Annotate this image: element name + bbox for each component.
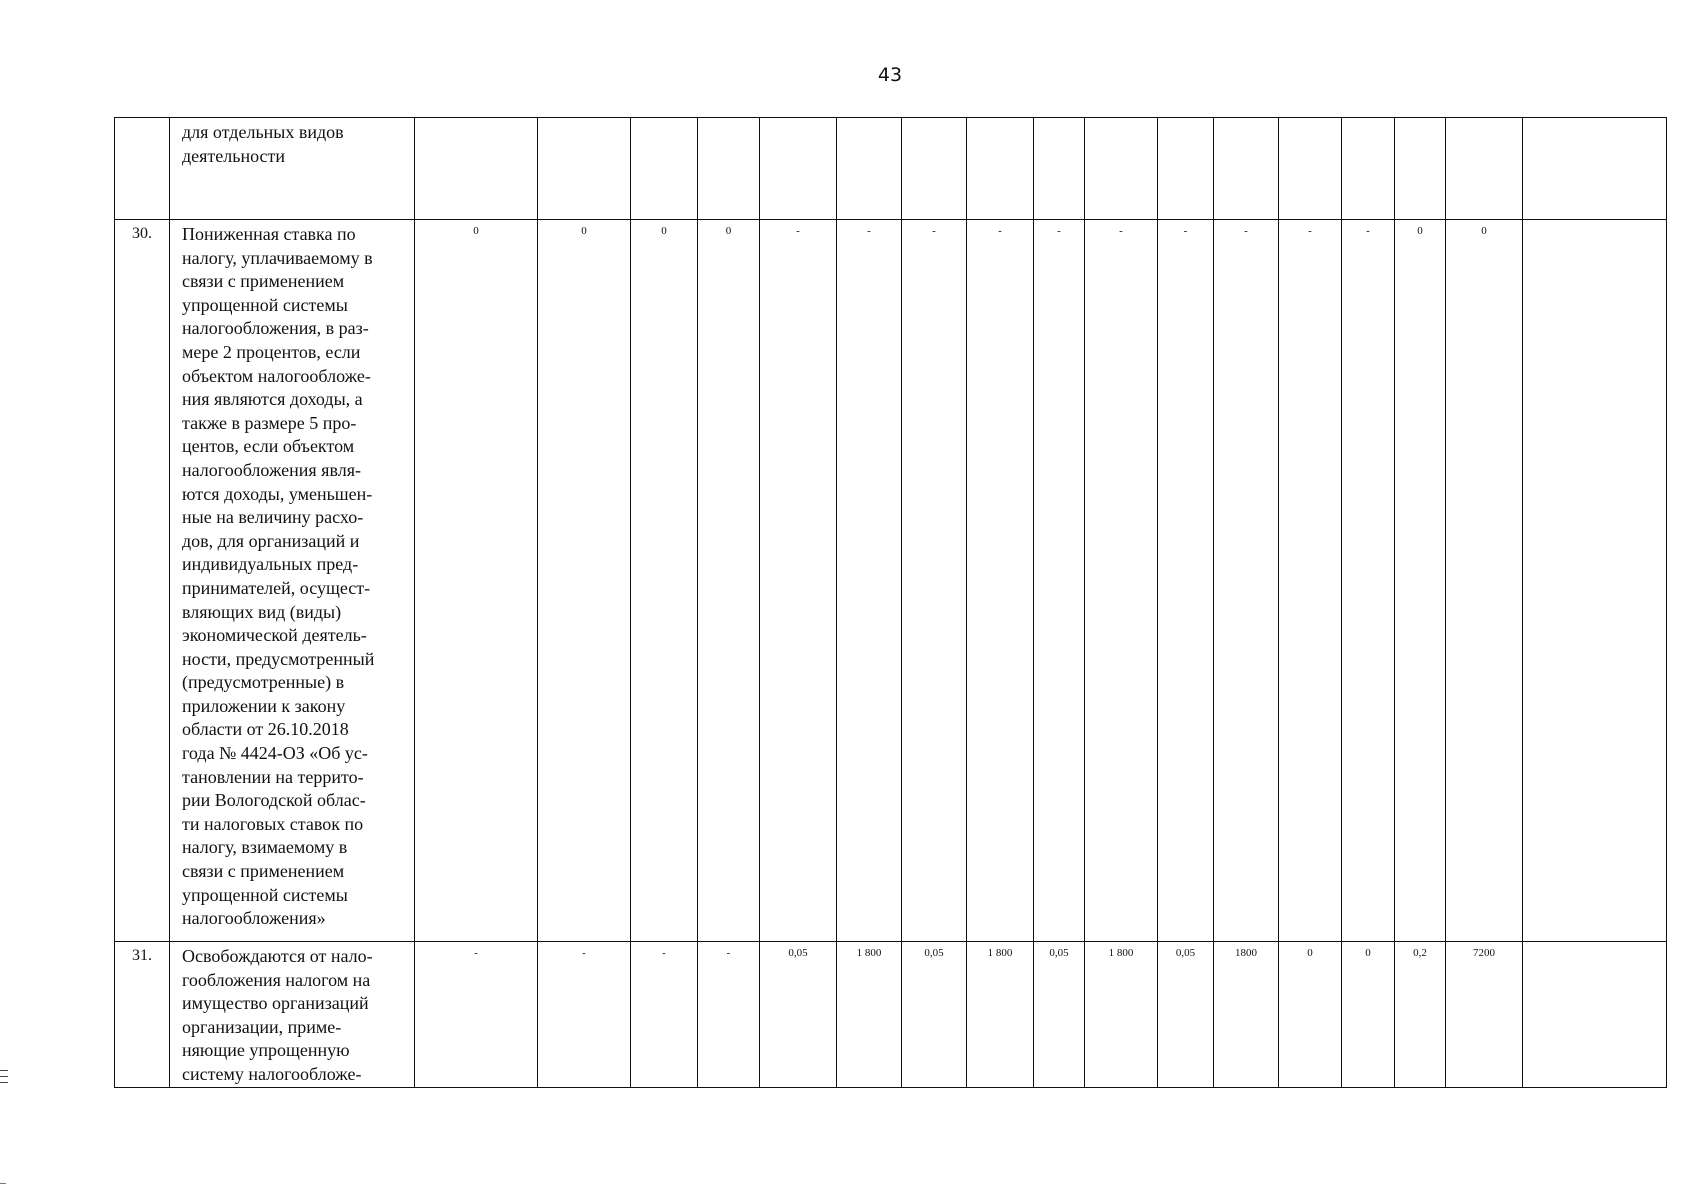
value-cell: -	[631, 942, 698, 1088]
value-cell: -	[837, 220, 902, 942]
value-cell	[538, 118, 631, 220]
value-cell: 7200	[1446, 942, 1523, 1088]
value-cell: -	[415, 942, 538, 1088]
value-cell: -	[698, 942, 760, 1088]
scan-margin-marks	[0, 1070, 8, 1100]
value-cell: -	[1085, 220, 1158, 942]
value-cell	[1342, 118, 1395, 220]
value-cell	[1446, 118, 1523, 220]
row-description: Освобождаются от нало- гообложения налогом на имущество организаций организации, приме- няющие упрощенную систему налогообложе-	[170, 942, 415, 1088]
table-row	[115, 118, 1667, 220]
value-cell: 0	[415, 220, 538, 942]
value-cell: -	[902, 220, 967, 942]
value-cell	[1279, 118, 1342, 220]
value-cell: 0	[1342, 942, 1395, 1088]
value-cell: 1 800	[837, 942, 902, 1088]
value-cell	[837, 118, 902, 220]
value-cell	[1158, 118, 1214, 220]
value-cell: 0	[1446, 220, 1523, 942]
value-cell: -	[538, 942, 631, 1088]
value-cell: -	[1034, 220, 1085, 942]
value-cell	[1034, 118, 1085, 220]
tax-benefits-table	[114, 117, 1667, 1088]
empty-cell	[1523, 220, 1667, 942]
value-cell: 0	[631, 220, 698, 942]
row-number	[115, 118, 170, 220]
value-cell: 0	[1395, 220, 1446, 942]
value-cell: -	[1279, 220, 1342, 942]
value-cell: -	[760, 220, 837, 942]
value-cell: 1 800	[967, 942, 1034, 1088]
value-cell: 0,2	[1395, 942, 1446, 1088]
value-cell: 0,05	[1034, 942, 1085, 1088]
value-cell	[902, 118, 967, 220]
empty-cell	[1523, 942, 1667, 1088]
row-number: 30.	[115, 220, 170, 942]
value-cell	[760, 118, 837, 220]
row-number: 31.	[115, 942, 170, 1088]
value-cell	[1395, 118, 1446, 220]
page-number: 43	[877, 64, 903, 86]
value-cell: -	[1214, 220, 1279, 942]
value-cell: 0,05	[902, 942, 967, 1088]
value-cell	[631, 118, 698, 220]
value-cell	[1214, 118, 1279, 220]
value-cell: 0,05	[1158, 942, 1214, 1088]
value-cell: -	[967, 220, 1034, 942]
value-cell: 0,05	[760, 942, 837, 1088]
value-cell: -	[1158, 220, 1214, 942]
value-cell: -	[1342, 220, 1395, 942]
value-cell	[415, 118, 538, 220]
scan-dash-mark	[0, 1183, 6, 1184]
table-row	[115, 220, 1667, 942]
value-cell	[1085, 118, 1158, 220]
value-cell	[698, 118, 760, 220]
table-row	[115, 942, 1667, 1088]
row-description: Пониженная ставка по налогу, уплачиваемому в связи с применением упрощенной системы налогообложения, в раз- мере 2 процентов, если объектом налогообложе- ния являются доходы, а также в размере 5 про- центов, если объектом налогообложения явля- ются доходы, уменьшен- ные на величину расхо- дов, для организаций и индивидуальных пред- принимателей, осущест- вляющих вид (виды) экономической деятель- ности, предусмотренный (предусмотренные) в приложении к закону области от 26.10.2018 года № 4424-ОЗ «Об ус- тановлении на террито- рии Вологодской облас- ти налоговых ставок по налогу, взимаемому в связи с применением упрощенной системы налогообложения»	[170, 220, 415, 942]
value-cell: 0	[1279, 942, 1342, 1088]
value-cell: 0	[538, 220, 631, 942]
value-cell	[967, 118, 1034, 220]
row-description: для отдельных видов деятельности	[170, 118, 415, 220]
value-cell: 1800	[1214, 942, 1279, 1088]
empty-cell	[1523, 118, 1667, 220]
value-cell: 0	[698, 220, 760, 942]
value-cell: 1 800	[1085, 942, 1158, 1088]
